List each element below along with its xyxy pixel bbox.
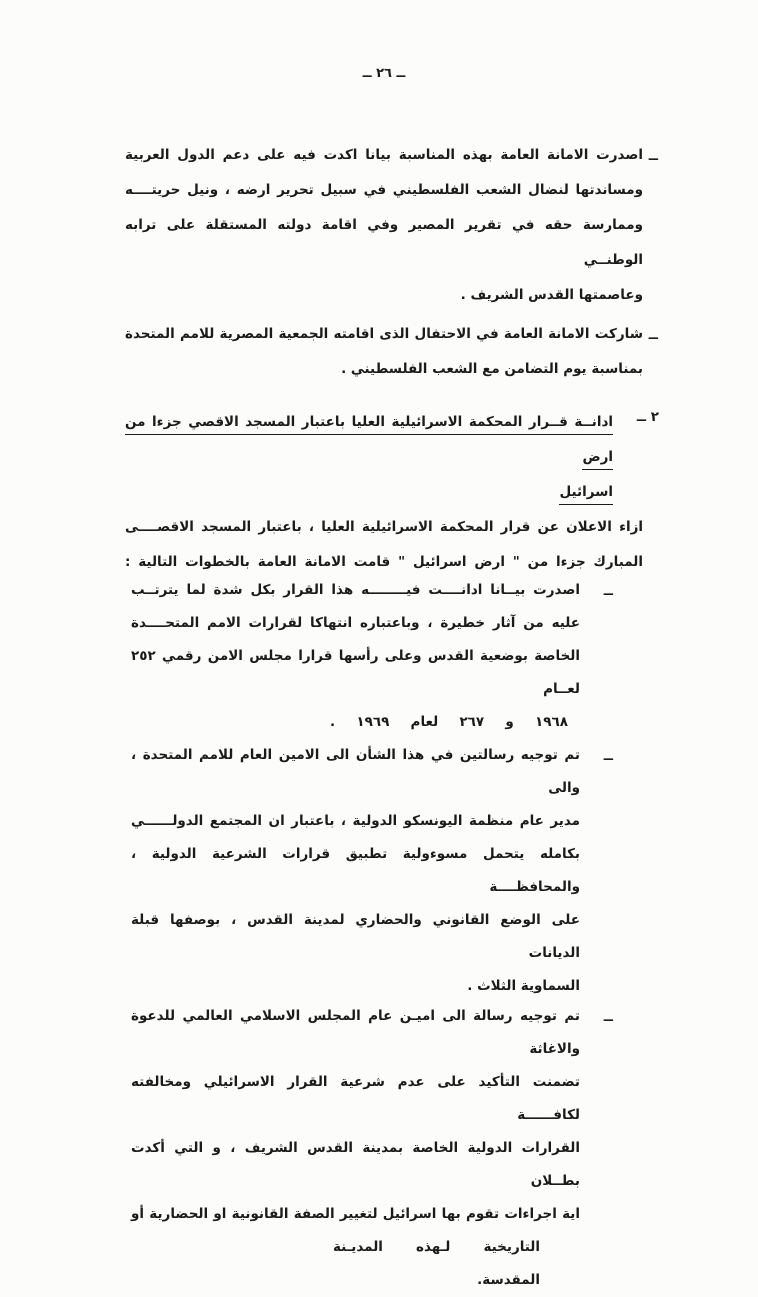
bullet-condemnation-statement [125,574,643,739]
text-line: التاريخية لـهذه المديـنة المقدسة. [333,1239,540,1288]
text-line: ١٩٦٨ و ٢٦٧ لعام ١٩٦٩ . [330,714,568,730]
heading-line [125,475,613,510]
section-heading [125,405,659,510]
page-number: ــ ٢٦ ــ [362,66,406,81]
paragraph-secretariat-statement [125,138,658,313]
paragraph-un-celebration [125,317,658,387]
text-line: ازاء الاعلان عن قرار المحكمة الاسرائيلية العليا ، باعتبار المسجد الاقصــــى [125,519,643,535]
text-line: شاركت الامانة العامة في الاحتفال الذى اقامته الجمعية المصرية للامم المتحدة [125,326,643,342]
text-line: وممارسة حقه في تقرير المصير وفي اقامة دولته المستقلة على ترابه الوطنــي [125,217,643,268]
text-line: على الوضع القانوني والحضاري لمدينة القدس ، بوصفها قبلة الديانات [131,912,580,961]
heading-text-underlined: ادانــة قــرار المحكمة الاسرائيلية العليا باعتبار المسجد الاقصي جزءا من ارض [125,414,613,470]
dash-marker: ــ [648,148,658,164]
heading-text-underlined: اسرائيل [559,484,613,505]
text-line: تضمنت التأكيد على عدم شرعية القرار الاسرائيلي ومخالفته لكافــــــة [131,1074,580,1123]
text-line: اية اجراءات تقوم بها اسرائيل لتغيير الصفة القانونية او الحضارية أو [131,1206,580,1222]
bullet-letters-un-unesco [125,739,643,1003]
dash-marker: ــ [603,748,613,764]
dash-marker: ــ [603,583,613,599]
text-line: ومساندتها لنضال الشعب الفلسطيني في سبيل تحرير ارضه ، ونيل حريتــــه [125,182,643,198]
heading-line [125,405,613,475]
text-line: الخاصة بوضعية القدس وعلى رأسها قرارا مجلس الامن رقمي ٢٥٢ لعــام [131,648,580,697]
bullet-letter-islamic-council [125,1000,643,1297]
text-line: تم توجيه رسالة الى اميـن عام المجلس الاسلامي العالمي للدعوة والاغاثة [131,1008,580,1057]
text-line: تم توجيه رسالتين في هذا الشأن الى الامين العام للامم المتحدة ، والى [131,747,580,796]
dash-marker: ــ [648,327,658,343]
text-line: بمناسبة يوم التضامن مع الشعب الفلسطيني . [341,361,643,377]
section-number: ٢ ــ [636,409,659,425]
text-line: السماوية الثلاث . [467,978,580,994]
paragraph-section-intro [125,510,643,580]
text-line: اصدرت الامانة العامة بهذه المناسبة بيانا اكدت فيه على دعم الدول العربية [125,147,643,163]
text-line: اصدرت بيــانا ادانــــت فيــــــــه هذا القرار بكل شدة لما يترتــب [131,582,580,598]
dash-marker: ــ [603,1009,613,1025]
text-line: وعاصمتها القدس الشريف . [460,287,643,303]
text-line: القرارات الدولية الخاصة بمدينة القدس الشريف ، و التي أكدت بطــلان [131,1140,580,1189]
text-line: مدير عام منظمة اليونسكو الدولية ، باعتبار ان المجتمع الدولــــــي [131,813,580,829]
document-body [125,0,659,1297]
text-line: عليه من آثار خطيرة ، وباعتباره انتهاكا لقرارات الامم المتحــــدة [131,615,580,631]
text-line: بكامله يتحمل مسوءولية تطبيق قرارات الشرعية الدولية ، والمحافظــــة [131,846,580,895]
text-line: المبارك جزءا من " ارض اسرائيل " قامت الامانة العامة بالخطوات التالية : [125,554,643,570]
